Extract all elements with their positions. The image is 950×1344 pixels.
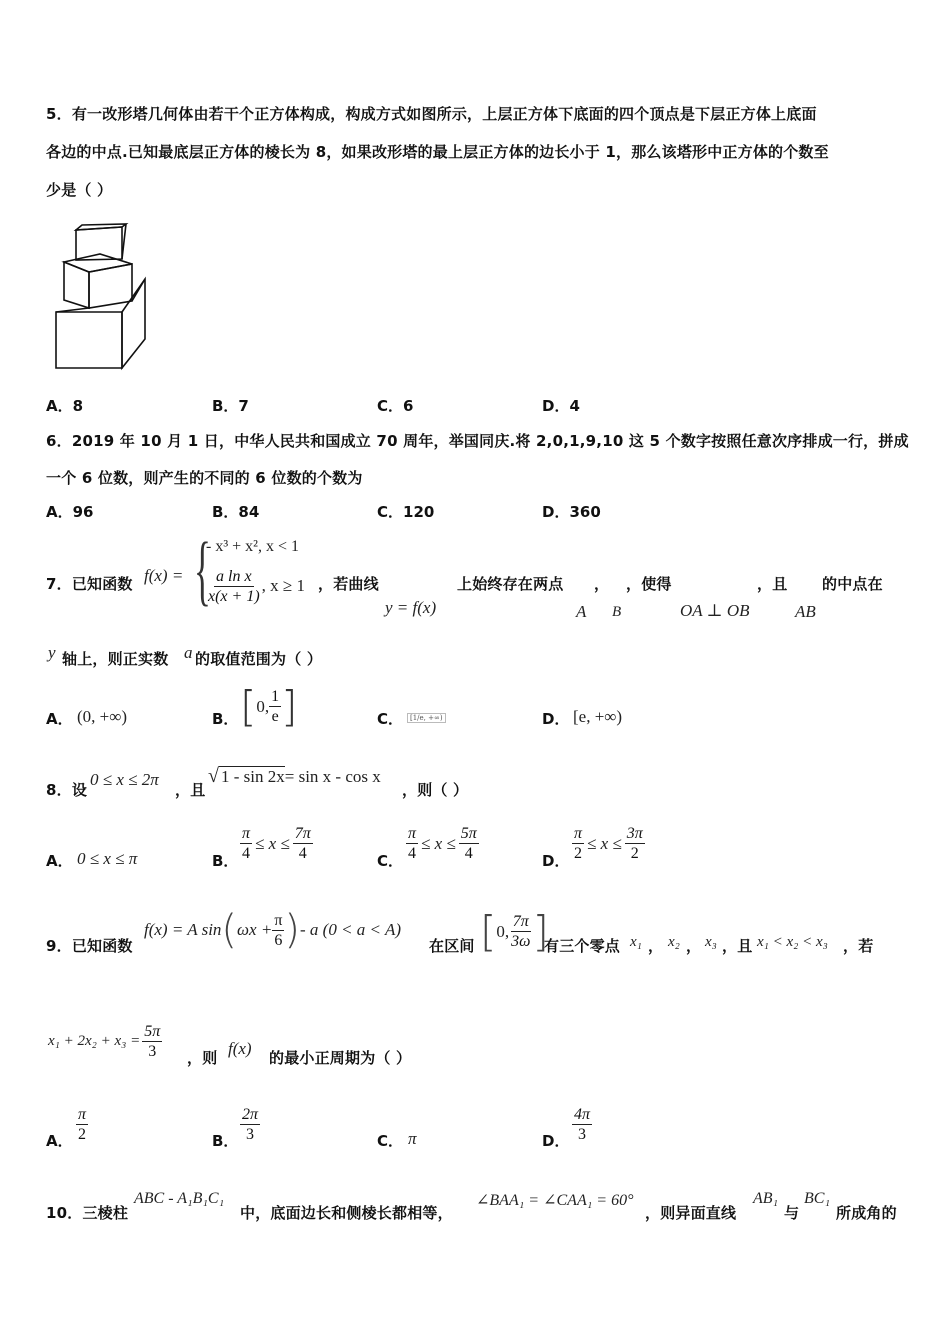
- q9-option-d-label[interactable]: D．: [542, 1132, 570, 1150]
- q7-brace: {: [194, 526, 211, 613]
- q8-option-d-label[interactable]: D．: [542, 852, 570, 870]
- q9-f-n: π: [274, 911, 283, 929]
- q7-option-b-bracket-right: ]: [281, 682, 298, 731]
- q10-prefix: 10．三棱柱: [46, 1204, 129, 1222]
- q7-option-c[interactable]: [1/e, +∞): [407, 713, 446, 723]
- q7-y: y: [48, 643, 56, 662]
- q6-text-line2: 一个 6 位数，则产生的不同的 6 位数的个数为: [46, 469, 363, 487]
- q9-comma1: ，: [648, 937, 664, 955]
- q9-f-d: 6: [274, 931, 283, 949]
- q5-option-b[interactable]: B．7: [212, 397, 249, 415]
- q7-mid6: 的中点在: [822, 575, 883, 593]
- q8-mid: ，且: [175, 781, 206, 799]
- q7-case2-cond: , x ≥ 1: [261, 576, 305, 595]
- q7-option-a[interactable]: (0, +∞): [77, 707, 128, 726]
- q6-option-a[interactable]: A．96: [46, 503, 94, 521]
- q9-mid1: 在区间: [429, 937, 475, 955]
- q9-option-a[interactable]: [76, 1105, 88, 1144]
- q9-mid3: ，且: [722, 937, 753, 955]
- q9-sum-lhs: x₁ + 2x₂ + x₃ =: [48, 1033, 141, 1049]
- q6-option-c[interactable]: C．120: [377, 503, 435, 521]
- q9-mid4: ，若: [843, 937, 874, 955]
- q9-mid2: 有三个零点: [544, 937, 621, 955]
- q10-bc1: BC₁: [804, 1190, 831, 1207]
- q7-perp: OA ⊥ OB: [680, 601, 750, 620]
- q9-f-in: ωx +: [237, 920, 273, 939]
- q7-line2: 轴上，则正实数: [62, 650, 169, 668]
- q7-mid1: ，若曲线: [318, 575, 379, 593]
- q9-x3: x₃: [705, 934, 717, 950]
- q7-line2b: 的取值范围为（ ）: [195, 650, 323, 668]
- q7-prefix: 7．已知函数: [46, 575, 133, 593]
- q8-optb-d: 4: [242, 845, 250, 862]
- q8-optb-n: π: [242, 825, 251, 842]
- q8-optd-d2: 2: [630, 845, 639, 862]
- q9-x2: x₂: [668, 934, 680, 950]
- q7-option-b[interactable]: [240, 682, 298, 731]
- q8-optb-d2: 4: [298, 845, 307, 862]
- q7-option-b-label[interactable]: B．: [212, 710, 239, 728]
- q9-int-bracket-left: [: [480, 907, 497, 956]
- q7-option-c-label[interactable]: C．: [377, 710, 404, 728]
- q9-option-d[interactable]: [572, 1105, 592, 1144]
- q9-opta-d: 2: [78, 1126, 86, 1143]
- q9-sum: [48, 1022, 162, 1061]
- q6-option-d[interactable]: D．360: [542, 503, 601, 521]
- q6-option-b[interactable]: B．84: [212, 503, 260, 521]
- q9-optb-n: 2π: [242, 1106, 259, 1123]
- q6-text-line1: 6．2019 年 10 月 1 日，中华人民共和国成立 70 周年，举国同庆.将 2,0,1,9,10 这 5 个数字按照任意次序排成一行，拼成: [46, 432, 909, 450]
- q5-text-line3: 少是（ ）: [46, 181, 113, 199]
- q7-fx: f(x) =: [144, 566, 184, 585]
- q10-mid1: 中，底面边长和侧棱长都相等，: [240, 1204, 453, 1222]
- q7-option-d-label[interactable]: D．: [542, 710, 570, 728]
- q8-option-b-label[interactable]: B．: [212, 852, 239, 870]
- q7-option-b-num: 1: [271, 688, 280, 705]
- q10-angle: ∠BAA₁ = ∠CAA₁ = 60°: [476, 1192, 634, 1209]
- q9-option-b-label[interactable]: B．: [212, 1132, 239, 1150]
- q7-point-a: A: [576, 602, 587, 621]
- q9-option-b[interactable]: [240, 1105, 260, 1144]
- q9-int-d: 3ω: [511, 933, 531, 950]
- q7-mid2: 上始终存在两点: [457, 575, 564, 593]
- q8-optd-n2: 3π: [626, 825, 643, 842]
- q9-sum-d: 3: [148, 1043, 157, 1060]
- q5-text-line2: 各边的中点.已知最底层正方体的棱长为 8，如果改形塔的最上层正方体的边长小于 1，那么该塔形中正方体的个数至: [46, 143, 829, 161]
- q5-option-a[interactable]: A．8: [46, 397, 84, 415]
- q8-option-c-label[interactable]: C．: [377, 852, 404, 870]
- q7-case2: [206, 567, 305, 606]
- q8-cond: 0 ≤ x ≤ 2π: [90, 770, 159, 789]
- q8-option-b[interactable]: [240, 824, 313, 863]
- q9-comma2: ，: [686, 937, 702, 955]
- q9-option-a-label[interactable]: A．: [46, 1132, 73, 1150]
- q9-fx: f(x): [228, 1039, 252, 1058]
- q7-mid4: ，使得: [626, 575, 672, 593]
- q9-prefix: 9．已知函数: [46, 937, 133, 955]
- q8-prefix: 8．设: [46, 781, 88, 799]
- q9-f-rest: - a (0 < a < A): [300, 920, 402, 939]
- q7-option-b-bracket-left: [: [240, 682, 257, 731]
- q10-prism: ABC - A₁B₁C₁: [134, 1190, 225, 1207]
- q9-paren-right: ): [284, 907, 300, 953]
- q10-mid2: ，则异面直线: [645, 1204, 737, 1222]
- q8-option-c[interactable]: [406, 824, 479, 863]
- q10-ab1: AB₁: [753, 1190, 779, 1207]
- q8-optc-d: 4: [408, 845, 416, 862]
- q5-option-c[interactable]: C．6: [377, 397, 414, 415]
- q8-option-d[interactable]: [572, 824, 645, 863]
- q7-curve: y = f(x): [385, 598, 437, 617]
- q7-case2-den: x(x + 1): [208, 588, 260, 605]
- q9-function: [144, 907, 401, 953]
- sqrt-icon: √: [208, 765, 219, 787]
- q9-int-n: 7π: [512, 913, 529, 930]
- q9-optb-d: 3: [246, 1126, 254, 1143]
- q7-option-d[interactable]: [e, +∞): [573, 707, 623, 726]
- q9-option-c[interactable]: π: [408, 1129, 417, 1148]
- q10-suffix: 所成角的: [836, 1204, 897, 1222]
- q8-optb-m: ≤ x ≤: [255, 833, 290, 853]
- q8-optd-n: π: [574, 825, 583, 842]
- q8-optd-m: ≤ x ≤: [587, 833, 622, 853]
- q9-ineq: x₁ < x₂ < x₃: [757, 934, 828, 950]
- q7-case2-num: a ln x: [216, 568, 252, 585]
- q9-x1: x₁: [630, 934, 642, 950]
- q8-optc-m: ≤ x ≤: [421, 833, 456, 853]
- q9-int-l: 0,: [496, 921, 510, 941]
- q8-option-a-label[interactable]: A．: [46, 852, 73, 870]
- q8-eq-radicand: 1 - sin 2x: [220, 767, 285, 786]
- q9-int-bracket-right: ]: [532, 907, 549, 956]
- q9-paren-left: (: [221, 907, 238, 953]
- q8-optc-n2: 5π: [460, 825, 477, 842]
- top-cube-front: [76, 227, 122, 260]
- q9-optd-n: 4π: [574, 1106, 591, 1123]
- q9-opta-n: π: [78, 1106, 87, 1123]
- q8-optd-d: 2: [574, 845, 582, 862]
- q8-optc-n: π: [408, 825, 417, 842]
- q7-a: a: [184, 643, 193, 662]
- q5-text-line1: 5．有一改形塔几何体由若干个正方体构成，构成方式如图所示，上层正方体下底面的四个顶点是下层正方体上底面: [46, 105, 817, 123]
- q8-eq-rhs: = sin x - cos x: [284, 767, 381, 786]
- q8-option-a[interactable]: 0 ≤ x ≤ π: [77, 849, 138, 868]
- q9-sum-n: 5π: [144, 1023, 161, 1040]
- q7-point-b: B: [612, 604, 622, 620]
- q7-ab: AB: [795, 602, 816, 621]
- q7-option-a-label[interactable]: A．: [46, 710, 73, 728]
- q7-mid5: ，且: [757, 575, 788, 593]
- q7-mid3: ，: [594, 575, 610, 593]
- q8-suffix: ，则（ ）: [402, 781, 469, 799]
- q7-option-b-den: e: [271, 708, 279, 725]
- q9-mid5: ，则: [187, 1049, 218, 1067]
- q9-interval: [480, 907, 549, 956]
- q9-suffix: 的最小正周期为（ ）: [269, 1049, 412, 1067]
- q7-option-b-left: 0,: [256, 696, 270, 716]
- q9-option-c-label[interactable]: C．: [377, 1132, 404, 1150]
- q5-option-d[interactable]: D．4: [542, 397, 580, 415]
- q7-case1: - x³ + x², x < 1: [206, 538, 299, 555]
- q8-optc-d2: 4: [464, 845, 473, 862]
- q8-optb-n2: 7π: [294, 825, 311, 842]
- tower-figure: [48, 222, 150, 374]
- q9-f-lhs: f(x) = A sin: [144, 920, 222, 939]
- q9-optd-d: 3: [578, 1126, 586, 1143]
- q10-mid3: 与: [784, 1204, 800, 1222]
- q8-equation: [208, 765, 381, 788]
